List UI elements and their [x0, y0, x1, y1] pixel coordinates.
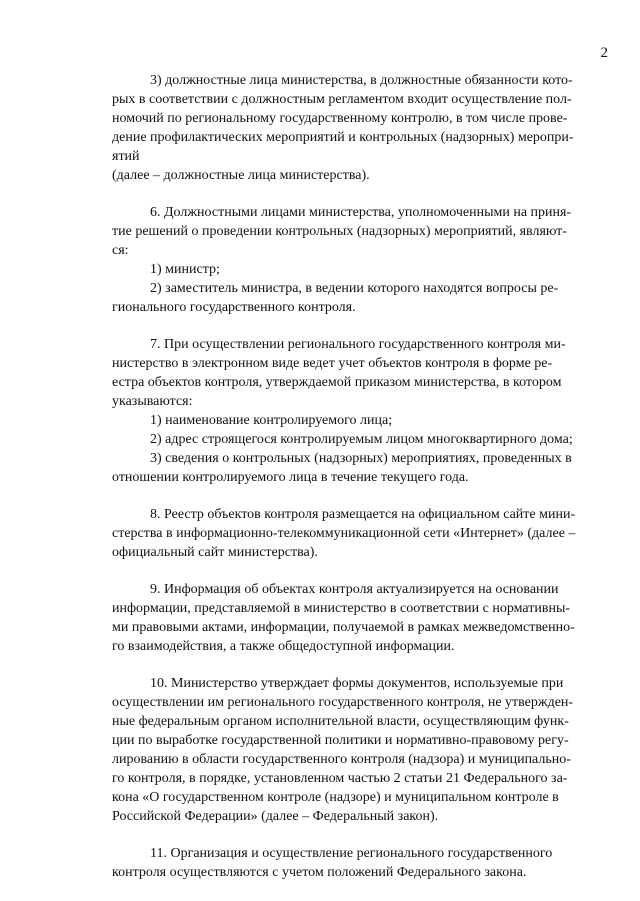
text-line: 7. При осуществлении регионального государственного контроля ми-: [150, 337, 566, 352]
document-body: [112, 71, 610, 882]
list-item: 2) заместитель министра, в ведении которого находятся вопросы ре-: [150, 281, 559, 296]
text-line: дение профилактических мероприятий и контрольных (надзорных) меропри-: [112, 130, 574, 145]
text-line: ми правовыми актами, информации, получаемой в рамках межведомственно-: [112, 620, 575, 635]
text-line: осуществлении им регионального государственного контроля, не утвержден-: [112, 695, 574, 710]
text-line: ные федеральным органом исполнительной власти, осуществляющим функ-: [112, 714, 569, 729]
text-line: ятий: [112, 149, 140, 164]
text-line: Российской Федерации» (далее – Федеральный закон).: [112, 809, 439, 824]
paragraph-11: [112, 844, 610, 882]
page-number: 2: [600, 45, 608, 61]
text-line: рых в соответствии с должностным регламентом входит осуществление пол-: [112, 92, 572, 107]
paragraph-item-3: [112, 71, 610, 185]
list-item: 1) министр;: [150, 262, 220, 277]
paragraph-6: [112, 203, 610, 317]
text-line: 6. Должностными лицами министерства, уполномоченными на приня-: [150, 205, 572, 220]
text-line: контроля осуществляются с учетом положений Федерального закона.: [112, 865, 527, 880]
text-line: (далее – должностные лица министерства).: [112, 168, 370, 183]
text-line: тие решений о проведении контрольных (надзорных) мероприятий, являют-: [112, 224, 567, 239]
text-line: 3) должностные лица министерства, в должностные обязанности кото-: [150, 73, 573, 88]
text-line: 11. Организация и осуществление регионального государственного: [150, 846, 553, 861]
text-line: кона «О государственном контроле (надзоре) и муниципальном контроле в: [112, 790, 559, 805]
text-line: ся:: [112, 243, 129, 258]
paragraph-9: [112, 580, 610, 656]
text-line: го взаимодействия, а также общедоступной информации.: [112, 639, 455, 654]
text-line: естра объектов контроля, утверждаемой приказом министерства, в котором: [112, 375, 562, 390]
text-line: нистерство в электронном виде ведет учет объектов контроля в форме ре-: [112, 356, 553, 371]
paragraph-7: [112, 335, 610, 487]
text-line: гионального государственного контроля.: [112, 300, 356, 315]
list-item: 3) сведения о контрольных (надзорных) мероприятиях, проведенных в: [150, 451, 572, 466]
list-item: 2) адрес строящегося контролируемым лицом многоквартирного дома;: [150, 432, 573, 447]
paragraph-10: [112, 674, 610, 826]
text-line: информации, представляемой в министерство в соответствии с нормативны-: [112, 601, 571, 616]
text-line: ции по выработке государственной политики и нормативно-правовому регу-: [112, 733, 569, 748]
text-line: 8. Реестр объектов контроля размещается на официальном сайте мини-: [150, 507, 576, 522]
text-line: 10. Министерство утверждает формы документов, используемые при: [150, 676, 564, 691]
text-line: стерства в информационно-телекоммуникационной сети «Интернет» (далее –: [112, 526, 576, 541]
list-item: 1) наименование контролируемого лица;: [150, 413, 393, 428]
text-line: официальный сайт министерства).: [112, 545, 318, 560]
text-line: номочий по региональному государственному контролю, в том числе прове-: [112, 111, 568, 126]
text-line: го контроля, в порядке, установленном частью 2 статьи 21 Федерального за-: [112, 771, 568, 786]
text-line: лированию в области государственного контроля (надзора) и муниципально-: [112, 752, 571, 767]
text-line: отношении контролируемого лица в течение текущего года.: [112, 470, 469, 485]
text-line: указываются:: [112, 394, 193, 409]
paragraph-8: [112, 505, 610, 562]
text-line: 9. Информация об объектах контроля актуализируется на основании: [150, 582, 559, 597]
